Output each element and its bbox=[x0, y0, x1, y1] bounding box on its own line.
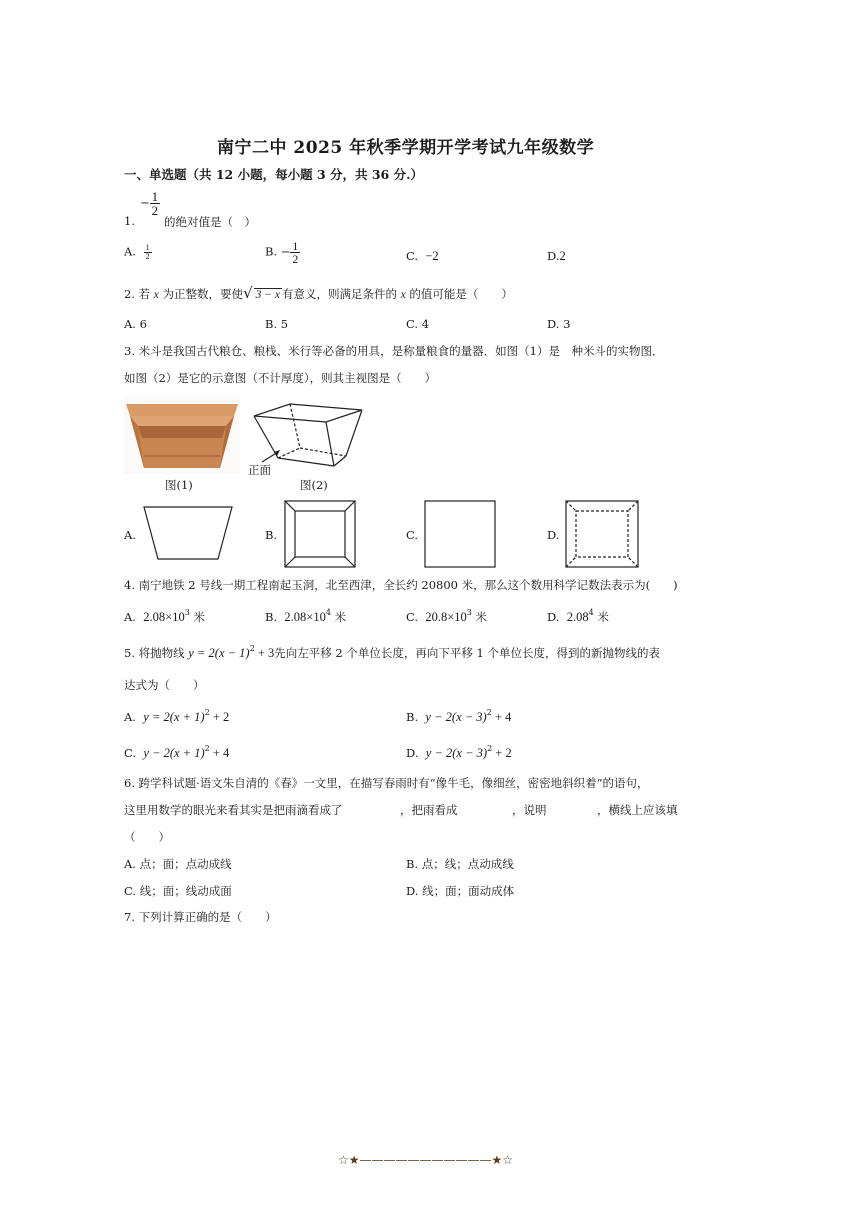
q6-line2d: ，横线上应该填 bbox=[597, 803, 678, 817]
page-title: 南宁二中 2025 年秋季学期开学考试九年级数学 bbox=[217, 138, 595, 158]
q5-option-b: B. $y - 2(x - 3)^2 + 4$ bbox=[406, 708, 512, 724]
rice-measure-photo bbox=[124, 396, 240, 474]
q1-stem: 的绝对值是（ ） bbox=[164, 215, 256, 229]
q3-option-a-figure bbox=[140, 503, 236, 563]
q3-option-a-label: A. bbox=[124, 528, 136, 542]
q6-line1: 6. 跨学科试题·语文朱自清的《春》一文里，在描写春雨时有“像牛毛，像细丝，密密地斜织着”的语句， bbox=[124, 776, 649, 790]
q4-option-a: A. $2.08\times 10^3$ 米 bbox=[124, 608, 205, 624]
q1-option-a: A. $\frac{1}{2}$ bbox=[124, 243, 150, 261]
q2-option-b: B. 5 bbox=[265, 317, 289, 331]
q5-option-d: D. $y - 2(x - 3)^2 + 2$ bbox=[406, 744, 512, 760]
fig2-caption: 图(2) bbox=[300, 478, 328, 492]
q6-line2c: ，说明 bbox=[512, 803, 547, 817]
q4-option-b: B. $2.08\times 10^4$ 米 bbox=[265, 608, 347, 624]
q1-option-c: C. −2 bbox=[406, 249, 439, 263]
q6-option-c: C. 线；面；线动成面 bbox=[124, 884, 232, 898]
q3-option-b-label: B. bbox=[265, 528, 278, 542]
q3-option-d-figure bbox=[564, 499, 640, 569]
q4-stem: 4. 南宁地铁 2 号线一期工程南起玉洞，北至西津，全长约 20800 米，那么这个数用科学记数法表示为( ) bbox=[124, 578, 678, 592]
q2-option-d: D. 3 bbox=[547, 317, 571, 331]
q2-option-c: C. 4 bbox=[406, 317, 430, 331]
page-footer-ornament: ☆★———————————★☆ bbox=[338, 1153, 514, 1167]
q6-line3: （ ） bbox=[124, 830, 170, 844]
fig1-caption: 图(1) bbox=[165, 478, 193, 492]
q1-number: 1. bbox=[124, 214, 135, 228]
q6-option-a: A. 点；面；点动成线 bbox=[124, 857, 232, 871]
q3-option-b-figure bbox=[283, 499, 357, 569]
q5-option-a: A. $y = 2(x + 1)^2 + 2$ bbox=[124, 708, 230, 724]
q5-line2: 达式为（ ） bbox=[124, 678, 205, 692]
q6-line2a: 这里用数学的眼光来看其实是把雨滴看成了 bbox=[124, 803, 343, 817]
q6-line2b: ，把雨看成 bbox=[400, 803, 458, 817]
q1-option-d: D.2 bbox=[547, 249, 566, 263]
q4-option-d: D. 2.08$^4$ 米 bbox=[547, 608, 609, 624]
section-heading: 一、单选题（共 12 小题，每小题 3 分，共 36 分.） bbox=[124, 167, 423, 182]
q1-option-b: B. − $\frac{1}{2}$ bbox=[265, 239, 299, 266]
q3-line1: 3. 米斗是我国古代粮仓、粮栈、米行等必备的用具，是称量粮食的量器．如图（1）是 种米斗的实物图． bbox=[124, 344, 664, 358]
q5-option-c: C. $y - 2(x + 1)^2 + 4$ bbox=[124, 744, 230, 760]
q6-option-b: B. 点；线；点动成线 bbox=[406, 857, 514, 871]
q2-option-a: A. 6 bbox=[124, 317, 147, 331]
q7-stem: 7. 下列计算正确的是（ ） bbox=[124, 910, 277, 924]
q4-option-c: C. $20.8\times 10^3$ 米 bbox=[406, 608, 488, 624]
q3-line2: 如图（2）是它的示意图（不计厚度），则其主视图是（ ） bbox=[124, 371, 437, 385]
q6-option-d: D. 线；面；面动成体 bbox=[406, 884, 515, 898]
q3-option-c-figure bbox=[423, 499, 497, 569]
q2-stem: 2. 若 x 为正整数，要使√ 3 − x 有意义，则满足条件的 x 的值可能是（ ） bbox=[124, 284, 513, 302]
q3-option-c-label: C. bbox=[406, 528, 419, 542]
front-label: 正面 bbox=[248, 463, 271, 477]
q1-fraction: − $\frac{1}{2}$ bbox=[140, 189, 159, 218]
q5-stem: 5. 将抛物线 $y = 2(x - 1)^2 + 3$先向左平移 2 个单位长度，再向下平移 1 个单位长度，得到的新抛物线的表 bbox=[124, 644, 661, 660]
q3-option-d-label: D. bbox=[547, 528, 560, 542]
